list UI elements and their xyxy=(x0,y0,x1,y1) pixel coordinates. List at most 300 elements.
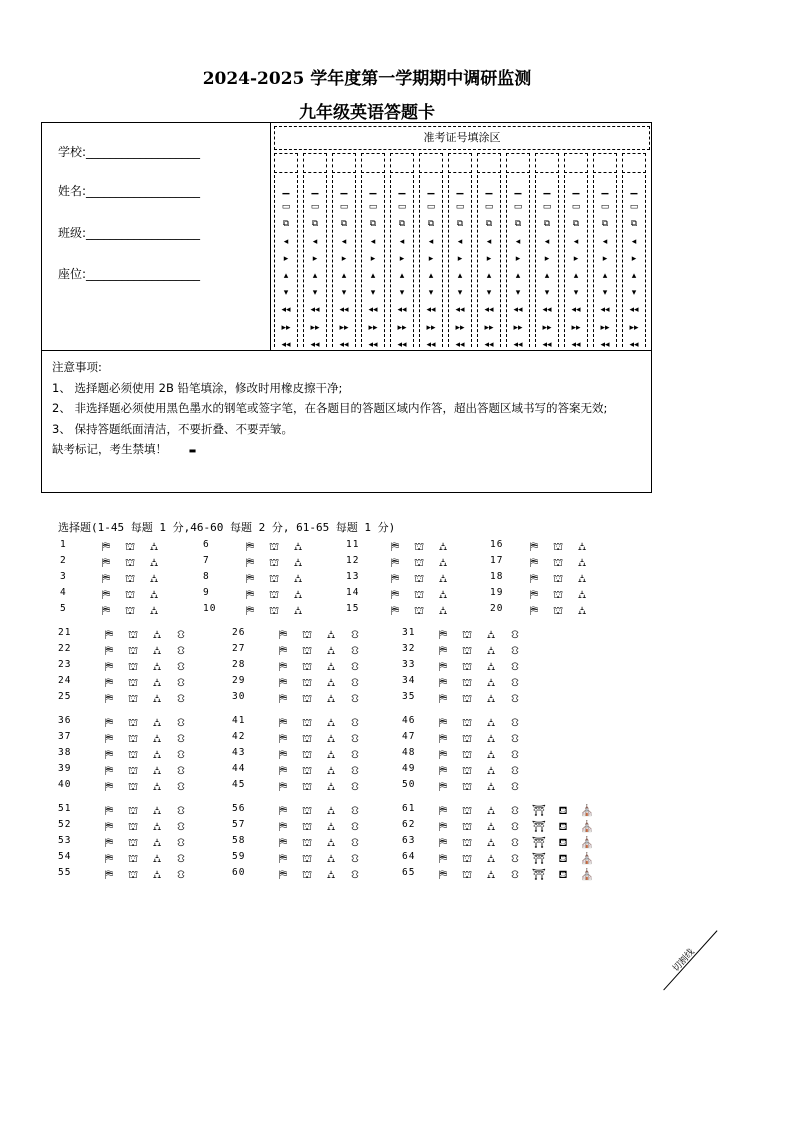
exam-digit-bubble[interactable]: ▴ xyxy=(312,271,318,281)
answer-bubble[interactable]: ⛼ xyxy=(152,836,162,849)
answer-bubble[interactable]: ⛫ xyxy=(124,588,136,601)
answer-bubble[interactable]: ⛿ xyxy=(391,604,399,617)
exam-digit-bubble[interactable]: ◂ xyxy=(312,236,318,247)
answer-bubble[interactable]: ⛼ xyxy=(326,764,336,777)
answer-bubble[interactable]: ⛿ xyxy=(439,660,447,673)
exam-digit-bubble[interactable]: ▸ xyxy=(631,253,637,264)
exam-digit-bubble[interactable]: ▾ xyxy=(573,288,579,299)
answer-bubble[interactable]: ⛫ xyxy=(124,572,136,585)
answer-bubble[interactable]: ⛼ xyxy=(152,868,162,881)
answer-bubble[interactable]: ⛫ xyxy=(552,588,564,601)
exam-digit-bubble[interactable]: ▸ xyxy=(341,253,347,264)
answer-bubble[interactable]: ⛾ xyxy=(558,836,568,849)
exam-digit-bubble[interactable]: ◂ xyxy=(370,236,376,247)
answer-bubble[interactable]: ⛼ xyxy=(326,804,336,817)
exam-digit-bubble[interactable]: ▭ xyxy=(455,202,465,213)
exam-number-write-cell[interactable] xyxy=(564,153,588,173)
exam-digit-bubble[interactable]: ▸ xyxy=(573,253,579,264)
answer-bubble[interactable]: ⛫ xyxy=(127,836,139,849)
answer-bubble[interactable]: ⛻ xyxy=(510,780,520,793)
answer-bubble[interactable]: ⛿ xyxy=(105,676,113,689)
answer-bubble[interactable]: ⛼ xyxy=(326,868,336,881)
answer-bubble[interactable]: ⛼ xyxy=(326,676,336,689)
answer-bubble[interactable]: ⛫ xyxy=(127,764,139,777)
answer-bubble[interactable]: ⛫ xyxy=(268,588,280,601)
answer-bubble[interactable]: ⛿ xyxy=(105,836,113,849)
answer-bubble[interactable]: ⛿ xyxy=(391,572,399,585)
answer-bubble[interactable]: ⛻ xyxy=(510,804,520,817)
answer-bubble[interactable]: ⛻ xyxy=(510,748,520,761)
answer-bubble[interactable]: ⛼ xyxy=(486,676,496,689)
answer-bubble[interactable]: ⛫ xyxy=(127,748,139,761)
answer-bubble[interactable]: ⛫ xyxy=(127,660,139,673)
exam-digit-bubble[interactable]: ▸ xyxy=(544,253,550,264)
exam-digit-bubble[interactable]: ▴ xyxy=(428,271,434,281)
answer-bubble[interactable]: ⛫ xyxy=(127,692,139,705)
answer-bubble[interactable]: ⛫ xyxy=(301,676,313,689)
answer-bubble[interactable]: ⛼ xyxy=(326,732,336,745)
answer-bubble[interactable]: ⛼ xyxy=(152,780,162,793)
answer-bubble[interactable]: ⛻ xyxy=(350,836,360,849)
answer-bubble[interactable]: ⛫ xyxy=(124,604,136,617)
answer-bubble[interactable]: ⛼ xyxy=(326,692,336,705)
answer-bubble[interactable]: ⛿ xyxy=(102,572,110,585)
answer-bubble[interactable]: ⛻ xyxy=(350,716,360,729)
answer-bubble[interactable]: ⛼ xyxy=(152,732,162,745)
exam-number-write-cell[interactable] xyxy=(535,153,559,173)
exam-digit-bubble[interactable]: ▸▸ xyxy=(571,322,581,333)
answer-bubble[interactable]: ⛫ xyxy=(461,628,473,641)
answer-bubble[interactable]: ⛿ xyxy=(246,556,254,569)
answer-bubble[interactable]: ⛪ xyxy=(580,868,594,881)
answer-bubble[interactable]: ⛻ xyxy=(510,732,520,745)
answer-bubble[interactable]: ⛼ xyxy=(152,748,162,761)
exam-digit-bubble[interactable]: ▭ xyxy=(513,202,523,213)
answer-bubble[interactable]: ⛿ xyxy=(102,588,110,601)
exam-digit-bubble[interactable]: ▸ xyxy=(283,253,289,264)
answer-bubble[interactable]: ⛫ xyxy=(461,692,473,705)
exam-digit-bubble[interactable]: ◂◂ xyxy=(397,305,407,316)
answer-bubble[interactable]: ⛼ xyxy=(152,764,162,777)
answer-bubble[interactable]: ⛿ xyxy=(279,868,287,881)
exam-number-write-cell[interactable] xyxy=(477,153,501,173)
exam-digit-bubble[interactable]: ▁ xyxy=(514,185,522,195)
answer-bubble[interactable]: ⛻ xyxy=(350,644,360,657)
exam-digit-bubble[interactable]: ▁ xyxy=(427,185,435,195)
exam-digit-bubble[interactable]: ▭ xyxy=(426,202,436,213)
answer-bubble[interactable]: ⛻ xyxy=(350,732,360,745)
exam-digit-bubble[interactable]: ▴ xyxy=(573,271,579,281)
answer-bubble[interactable]: ⛫ xyxy=(552,556,564,569)
answer-bubble[interactable]: ⛿ xyxy=(439,676,447,689)
seat-field[interactable]: 座位:___________________ xyxy=(58,267,201,281)
answer-bubble[interactable]: ⛫ xyxy=(301,748,313,761)
answer-bubble[interactable]: ⛫ xyxy=(461,644,473,657)
answer-bubble[interactable]: ⛫ xyxy=(301,868,313,881)
exam-digit-bubble[interactable]: ▭ xyxy=(484,202,494,213)
answer-bubble[interactable]: ⛻ xyxy=(350,820,360,833)
exam-digit-bubble[interactable]: ▴ xyxy=(631,271,637,281)
exam-number-write-cell[interactable] xyxy=(593,153,617,173)
exam-digit-bubble[interactable]: ▭ xyxy=(571,202,581,213)
answer-bubble[interactable]: ⛼ xyxy=(152,852,162,865)
answer-bubble[interactable]: ⛼ xyxy=(326,628,336,641)
answer-bubble[interactable]: ⛫ xyxy=(461,748,473,761)
exam-digit-bubble[interactable]: ▾ xyxy=(602,288,608,299)
answer-bubble[interactable]: ⛿ xyxy=(279,732,287,745)
answer-bubble[interactable]: ⛿ xyxy=(105,868,113,881)
exam-number-write-cell[interactable] xyxy=(274,153,298,173)
exam-digit-bubble[interactable]: ◂◂ xyxy=(339,339,349,350)
answer-bubble[interactable]: ⛼ xyxy=(293,540,303,553)
name-field[interactable]: 姓名:___________________ xyxy=(58,184,201,198)
answer-bubble[interactable]: ⛩ xyxy=(532,836,546,849)
answer-bubble[interactable]: ⛫ xyxy=(127,852,139,865)
answer-bubble[interactable]: ⛫ xyxy=(301,852,313,865)
exam-digit-bubble[interactable]: ▸▸ xyxy=(513,322,523,333)
exam-digit-bubble[interactable]: ▭ xyxy=(542,202,552,213)
answer-bubble[interactable]: ⛾ xyxy=(558,820,568,833)
answer-bubble[interactable]: ⛻ xyxy=(176,836,186,849)
answer-bubble[interactable]: ⛼ xyxy=(577,572,587,585)
answer-bubble[interactable]: ⛼ xyxy=(152,804,162,817)
answer-bubble[interactable]: ⛿ xyxy=(439,748,447,761)
answer-bubble[interactable]: ⛿ xyxy=(530,540,538,553)
answer-bubble[interactable]: ⛪ xyxy=(580,804,594,817)
answer-bubble[interactable]: ⛼ xyxy=(577,604,587,617)
answer-bubble[interactable]: ⛻ xyxy=(350,804,360,817)
answer-bubble[interactable]: ⛻ xyxy=(510,716,520,729)
exam-digit-bubble[interactable]: ▸ xyxy=(370,253,376,264)
answer-bubble[interactable]: ⛼ xyxy=(149,556,159,569)
exam-number-write-cell[interactable] xyxy=(448,153,472,173)
answer-bubble[interactable]: ⛻ xyxy=(510,692,520,705)
answer-bubble[interactable]: ⛻ xyxy=(510,628,520,641)
answer-bubble[interactable]: ⛫ xyxy=(461,820,473,833)
exam-digit-bubble[interactable]: ⧉ xyxy=(485,219,493,230)
answer-bubble[interactable]: ⛫ xyxy=(127,716,139,729)
exam-digit-bubble[interactable]: ▸▸ xyxy=(542,322,552,333)
answer-bubble[interactable]: ⛼ xyxy=(326,644,336,657)
answer-bubble[interactable]: ⛫ xyxy=(413,604,425,617)
answer-bubble[interactable]: ⛻ xyxy=(176,732,186,745)
answer-bubble[interactable]: ⛿ xyxy=(105,660,113,673)
exam-digit-bubble[interactable]: ▁ xyxy=(456,185,464,195)
exam-digit-bubble[interactable]: ▸▸ xyxy=(368,322,378,333)
exam-digit-bubble[interactable]: ▾ xyxy=(457,288,463,299)
exam-number-write-cell[interactable] xyxy=(303,153,327,173)
answer-bubble[interactable]: ⛿ xyxy=(105,644,113,657)
exam-digit-bubble[interactable]: ▸▸ xyxy=(600,322,610,333)
exam-digit-bubble[interactable]: ▸ xyxy=(428,253,434,264)
answer-bubble[interactable]: ⛼ xyxy=(486,764,496,777)
exam-digit-bubble[interactable]: ▴ xyxy=(457,271,463,281)
answer-bubble[interactable]: ⛩ xyxy=(532,820,546,833)
exam-digit-bubble[interactable]: ▾ xyxy=(515,288,521,299)
answer-bubble[interactable]: ⛫ xyxy=(301,716,313,729)
answer-bubble[interactable]: ⛫ xyxy=(127,628,139,641)
exam-digit-bubble[interactable]: ◂◂ xyxy=(513,339,523,350)
answer-bubble[interactable]: ⛾ xyxy=(558,852,568,865)
exam-digit-bubble[interactable]: ▾ xyxy=(544,288,550,299)
class-field[interactable]: 班级:___________________ xyxy=(58,226,201,240)
exam-number-write-cell[interactable] xyxy=(419,153,443,173)
exam-digit-bubble[interactable]: ▭ xyxy=(339,202,349,213)
answer-bubble[interactable]: ⛩ xyxy=(532,868,546,881)
answer-bubble[interactable]: ⛿ xyxy=(439,780,447,793)
answer-bubble[interactable]: ⛪ xyxy=(580,820,594,833)
answer-bubble[interactable]: ⛫ xyxy=(413,540,425,553)
exam-digit-bubble[interactable]: ◂◂ xyxy=(310,305,320,316)
exam-digit-bubble[interactable]: ◂◂ xyxy=(455,305,465,316)
answer-bubble[interactable]: ⛼ xyxy=(149,588,159,601)
answer-bubble[interactable]: ⛼ xyxy=(486,820,496,833)
answer-bubble[interactable]: ⛫ xyxy=(461,868,473,881)
answer-bubble[interactable]: ⛼ xyxy=(152,692,162,705)
answer-bubble[interactable]: ⛫ xyxy=(301,628,313,641)
answer-bubble[interactable]: ⛼ xyxy=(326,820,336,833)
answer-bubble[interactable]: ⛼ xyxy=(438,604,448,617)
answer-bubble[interactable]: ⛻ xyxy=(176,660,186,673)
exam-digit-bubble[interactable]: ▸▸ xyxy=(281,322,291,333)
exam-digit-bubble[interactable]: ▸▸ xyxy=(629,322,639,333)
exam-digit-bubble[interactable]: ▁ xyxy=(369,185,377,195)
exam-digit-bubble[interactable]: ⧉ xyxy=(630,219,638,230)
exam-digit-bubble[interactable]: ◂◂ xyxy=(629,305,639,316)
answer-bubble[interactable]: ⛿ xyxy=(439,764,447,777)
answer-bubble[interactable]: ⛼ xyxy=(486,780,496,793)
answer-bubble[interactable]: ⛻ xyxy=(176,644,186,657)
answer-bubble[interactable]: ⛼ xyxy=(149,604,159,617)
exam-digit-bubble[interactable]: ◂◂ xyxy=(281,305,291,316)
exam-digit-bubble[interactable]: ▁ xyxy=(572,185,580,195)
exam-digit-bubble[interactable]: ▾ xyxy=(631,288,637,299)
answer-bubble[interactable]: ⛫ xyxy=(301,780,313,793)
answer-bubble[interactable]: ⛼ xyxy=(152,628,162,641)
answer-bubble[interactable]: ⛫ xyxy=(127,820,139,833)
exam-digit-bubble[interactable]: ▭ xyxy=(310,202,320,213)
exam-digit-bubble[interactable]: ▭ xyxy=(600,202,610,213)
answer-bubble[interactable]: ⛼ xyxy=(326,836,336,849)
exam-digit-bubble[interactable]: ◂ xyxy=(602,236,608,247)
answer-bubble[interactable]: ⛼ xyxy=(326,852,336,865)
answer-bubble[interactable]: ⛿ xyxy=(279,852,287,865)
exam-digit-bubble[interactable]: ▸ xyxy=(602,253,608,264)
exam-digit-bubble[interactable]: ▸▸ xyxy=(339,322,349,333)
answer-bubble[interactable]: ⛻ xyxy=(176,628,186,641)
exam-digit-bubble[interactable]: ▸▸ xyxy=(455,322,465,333)
answer-bubble[interactable]: ⛿ xyxy=(105,748,113,761)
answer-bubble[interactable]: ⛼ xyxy=(577,556,587,569)
exam-digit-bubble[interactable]: ◂◂ xyxy=(484,339,494,350)
answer-bubble[interactable]: ⛿ xyxy=(279,692,287,705)
exam-digit-bubble[interactable]: ◂ xyxy=(457,236,463,247)
exam-digit-bubble[interactable]: ◂◂ xyxy=(310,339,320,350)
exam-digit-bubble[interactable]: ▸ xyxy=(486,253,492,264)
exam-digit-bubble[interactable]: ▸▸ xyxy=(310,322,320,333)
answer-bubble[interactable]: ⛻ xyxy=(510,852,520,865)
answer-bubble[interactable]: ⛿ xyxy=(246,540,254,553)
answer-bubble[interactable]: ⛼ xyxy=(486,868,496,881)
exam-digit-bubble[interactable]: ▸ xyxy=(399,253,405,264)
exam-digit-bubble[interactable]: ◂◂ xyxy=(455,339,465,350)
answer-bubble[interactable]: ⛿ xyxy=(279,748,287,761)
exam-number-write-cell[interactable] xyxy=(390,153,414,173)
answer-bubble[interactable]: ⛿ xyxy=(246,572,254,585)
answer-bubble[interactable]: ⛼ xyxy=(152,676,162,689)
exam-digit-bubble[interactable]: ▴ xyxy=(283,271,289,281)
answer-bubble[interactable]: ⛿ xyxy=(105,780,113,793)
answer-bubble[interactable]: ⛪ xyxy=(580,836,594,849)
exam-digit-bubble[interactable]: ◂◂ xyxy=(600,305,610,316)
exam-digit-bubble[interactable]: ⧉ xyxy=(282,219,290,230)
exam-digit-bubble[interactable]: ◂ xyxy=(544,236,550,247)
exam-digit-bubble[interactable]: ▁ xyxy=(601,185,609,195)
answer-bubble[interactable]: ⛻ xyxy=(510,644,520,657)
answer-bubble[interactable]: ⛻ xyxy=(350,660,360,673)
answer-bubble[interactable]: ⛻ xyxy=(176,764,186,777)
answer-bubble[interactable]: ⛼ xyxy=(486,836,496,849)
answer-bubble[interactable]: ⛿ xyxy=(105,820,113,833)
exam-digit-bubble[interactable]: ◂ xyxy=(341,236,347,247)
answer-bubble[interactable]: ⛿ xyxy=(439,732,447,745)
answer-bubble[interactable]: ⛿ xyxy=(105,716,113,729)
exam-digit-bubble[interactable]: ▾ xyxy=(283,288,289,299)
answer-bubble[interactable]: ⛫ xyxy=(301,692,313,705)
exam-number-write-cell[interactable] xyxy=(622,153,646,173)
answer-bubble[interactable]: ⛫ xyxy=(301,836,313,849)
answer-bubble[interactable]: ⛫ xyxy=(552,572,564,585)
exam-digit-bubble[interactable]: ◂ xyxy=(486,236,492,247)
exam-digit-bubble[interactable]: ▴ xyxy=(399,271,405,281)
answer-bubble[interactable]: ⛻ xyxy=(176,676,186,689)
answer-bubble[interactable]: ⛿ xyxy=(439,692,447,705)
answer-bubble[interactable]: ⛻ xyxy=(176,804,186,817)
exam-digit-bubble[interactable]: ⧉ xyxy=(601,219,609,230)
answer-bubble[interactable]: ⛫ xyxy=(127,732,139,745)
answer-bubble[interactable]: ⛫ xyxy=(301,820,313,833)
answer-bubble[interactable]: ⛼ xyxy=(152,644,162,657)
answer-bubble[interactable]: ⛫ xyxy=(461,780,473,793)
exam-digit-bubble[interactable]: ▸ xyxy=(312,253,318,264)
exam-digit-bubble[interactable]: ▁ xyxy=(630,185,638,195)
exam-digit-bubble[interactable]: ⧉ xyxy=(572,219,580,230)
exam-digit-bubble[interactable]: ▾ xyxy=(486,288,492,299)
exam-digit-bubble[interactable]: ▁ xyxy=(485,185,493,195)
answer-bubble[interactable]: ⛿ xyxy=(105,692,113,705)
answer-bubble[interactable]: ⛿ xyxy=(530,572,538,585)
exam-digit-bubble[interactable]: ◂◂ xyxy=(368,339,378,350)
answer-bubble[interactable]: ⛼ xyxy=(293,604,303,617)
answer-bubble[interactable]: ⛼ xyxy=(486,748,496,761)
answer-bubble[interactable]: ⛿ xyxy=(279,836,287,849)
answer-bubble[interactable]: ⛼ xyxy=(486,628,496,641)
answer-bubble[interactable]: ⛪ xyxy=(580,852,594,865)
answer-bubble[interactable]: ⛫ xyxy=(127,644,139,657)
exam-digit-bubble[interactable]: ▭ xyxy=(397,202,407,213)
answer-bubble[interactable]: ⛿ xyxy=(439,644,447,657)
exam-digit-bubble[interactable]: ▁ xyxy=(398,185,406,195)
answer-bubble[interactable]: ⛫ xyxy=(127,676,139,689)
answer-bubble[interactable]: ⛫ xyxy=(127,868,139,881)
answer-bubble[interactable]: ⛿ xyxy=(279,716,287,729)
exam-digit-bubble[interactable]: ◂ xyxy=(428,236,434,247)
answer-bubble[interactable]: ⛫ xyxy=(461,852,473,865)
answer-bubble[interactable]: ⛿ xyxy=(279,660,287,673)
exam-digit-bubble[interactable]: ▸ xyxy=(515,253,521,264)
exam-digit-bubble[interactable]: ▁ xyxy=(282,185,290,195)
answer-bubble[interactable]: ⛼ xyxy=(577,540,587,553)
answer-bubble[interactable]: ⛼ xyxy=(486,716,496,729)
answer-bubble[interactable]: ⛿ xyxy=(530,556,538,569)
exam-digit-bubble[interactable]: ▴ xyxy=(486,271,492,281)
answer-bubble[interactable]: ⛻ xyxy=(176,852,186,865)
answer-bubble[interactable]: ⛼ xyxy=(149,572,159,585)
answer-bubble[interactable]: ⛻ xyxy=(176,692,186,705)
answer-bubble[interactable]: ⛿ xyxy=(439,628,447,641)
answer-bubble[interactable]: ⛿ xyxy=(105,804,113,817)
answer-bubble[interactable]: ⛼ xyxy=(326,748,336,761)
answer-bubble[interactable]: ⛿ xyxy=(530,604,538,617)
answer-bubble[interactable]: ⛼ xyxy=(293,556,303,569)
answer-bubble[interactable]: ⛼ xyxy=(326,660,336,673)
answer-bubble[interactable]: ⛻ xyxy=(350,748,360,761)
exam-digit-bubble[interactable]: ◂◂ xyxy=(600,339,610,350)
answer-bubble[interactable]: ⛿ xyxy=(279,676,287,689)
answer-bubble[interactable]: ⛿ xyxy=(102,604,110,617)
exam-digit-bubble[interactable]: ◂◂ xyxy=(484,305,494,316)
exam-digit-bubble[interactable]: ▴ xyxy=(370,271,376,281)
answer-bubble[interactable]: ⛻ xyxy=(176,868,186,881)
exam-digit-bubble[interactable]: ⧉ xyxy=(340,219,348,230)
answer-bubble[interactable]: ⛿ xyxy=(391,556,399,569)
exam-digit-bubble[interactable]: ▸▸ xyxy=(397,322,407,333)
answer-bubble[interactable]: ⛼ xyxy=(486,660,496,673)
exam-digit-bubble[interactable]: ◂◂ xyxy=(629,339,639,350)
answer-bubble[interactable]: ⛩ xyxy=(532,852,546,865)
answer-bubble[interactable]: ⛫ xyxy=(268,572,280,585)
exam-digit-bubble[interactable]: ◂◂ xyxy=(571,305,581,316)
answer-bubble[interactable]: ⛼ xyxy=(152,716,162,729)
exam-digit-bubble[interactable]: ⧉ xyxy=(398,219,406,230)
answer-bubble[interactable]: ⛿ xyxy=(439,836,447,849)
answer-bubble[interactable]: ⛫ xyxy=(268,604,280,617)
exam-digit-bubble[interactable]: ▴ xyxy=(602,271,608,281)
answer-bubble[interactable]: ⛼ xyxy=(438,540,448,553)
exam-digit-bubble[interactable]: ▴ xyxy=(544,271,550,281)
answer-bubble[interactable]: ⛫ xyxy=(268,556,280,569)
answer-bubble[interactable]: ⛻ xyxy=(350,764,360,777)
answer-bubble[interactable]: ⛫ xyxy=(552,540,564,553)
answer-bubble[interactable]: ⛻ xyxy=(176,820,186,833)
exam-digit-bubble[interactable]: ▁ xyxy=(340,185,348,195)
answer-bubble[interactable]: ⛻ xyxy=(350,780,360,793)
answer-bubble[interactable]: ⛼ xyxy=(326,716,336,729)
exam-digit-bubble[interactable]: ▴ xyxy=(341,271,347,281)
exam-digit-bubble[interactable]: ◂◂ xyxy=(426,305,436,316)
answer-bubble[interactable]: ⛿ xyxy=(279,780,287,793)
exam-digit-bubble[interactable]: ▾ xyxy=(370,288,376,299)
answer-bubble[interactable]: ⛫ xyxy=(301,732,313,745)
exam-digit-bubble[interactable]: ◂ xyxy=(631,236,637,247)
answer-bubble[interactable]: ⛿ xyxy=(279,804,287,817)
exam-digit-bubble[interactable]: ◂◂ xyxy=(542,305,552,316)
answer-bubble[interactable]: ⛿ xyxy=(279,628,287,641)
answer-bubble[interactable]: ⛻ xyxy=(510,676,520,689)
answer-bubble[interactable]: ⛻ xyxy=(510,660,520,673)
exam-digit-bubble[interactable]: ◂◂ xyxy=(281,339,291,350)
answer-bubble[interactable]: ⛿ xyxy=(439,820,447,833)
